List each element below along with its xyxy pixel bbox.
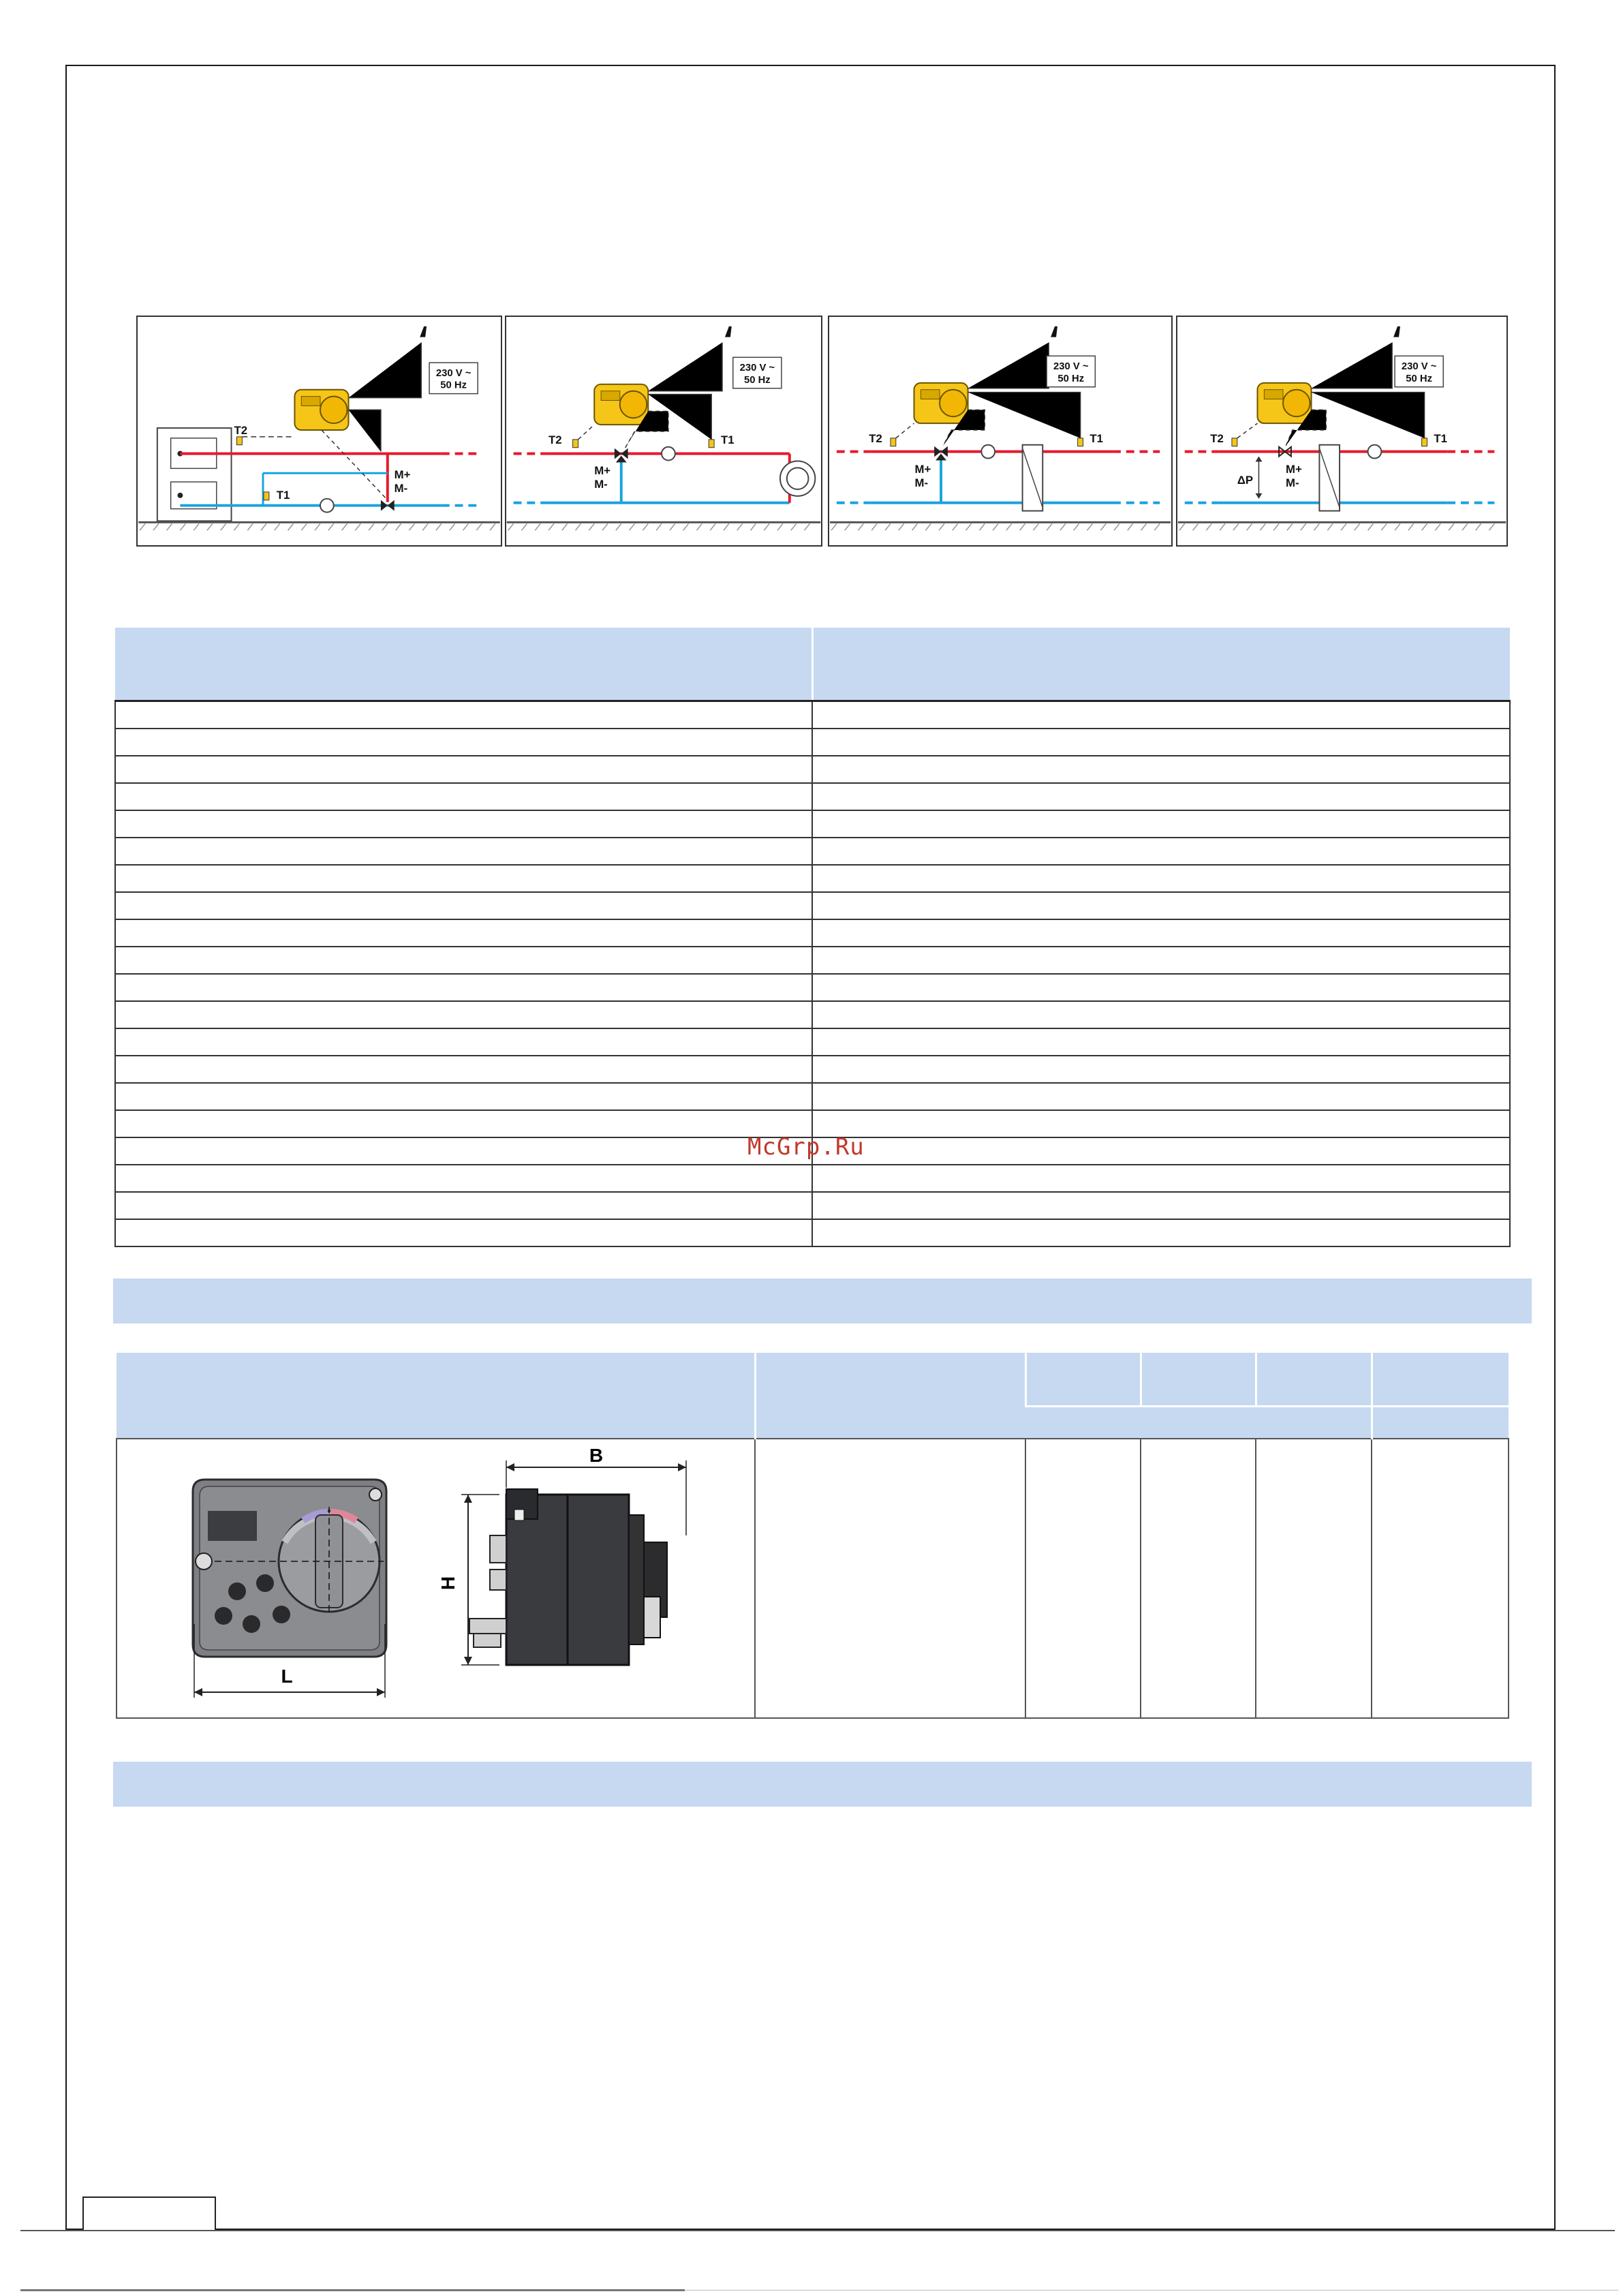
- power-plug-icon: [420, 326, 427, 337]
- motor-minus-label: M-: [394, 481, 408, 495]
- dim-l-cell: [1025, 1439, 1141, 1718]
- bottom-rule-thin: [685, 2290, 1618, 2291]
- table-row: [115, 783, 1510, 810]
- spec-value-cell: [812, 810, 1510, 838]
- motor-plus-label: M+: [594, 464, 610, 478]
- watermark: McGrp.Ru: [747, 1133, 865, 1161]
- dim-h-cell: [1256, 1439, 1372, 1718]
- motor-minus-label: M-: [914, 476, 929, 490]
- spec-parameter-cell: [115, 892, 812, 919]
- spec-header-parameter: [115, 628, 812, 701]
- spec-parameter-cell: [115, 919, 812, 947]
- power-plug-icon: [1051, 326, 1057, 337]
- motor-plus-label: M+: [914, 463, 931, 476]
- table-row: [115, 1028, 1510, 1056]
- table-row: [115, 1219, 1510, 1246]
- dim-header-model: [755, 1353, 1025, 1439]
- button-1: [228, 1582, 246, 1600]
- voltage-line-1: 230 V ~: [1401, 361, 1437, 373]
- dim-label-h: H: [437, 1576, 459, 1591]
- scheme-diagram-1: [136, 316, 502, 547]
- pump-icon: [320, 499, 334, 512]
- motor-minus-label: M-: [594, 478, 608, 491]
- power-plug-icon: [725, 326, 732, 337]
- spec-parameter-cell: [115, 1219, 812, 1246]
- dim-header-weight: [1372, 1353, 1509, 1406]
- dim-b-cell: [1141, 1439, 1256, 1718]
- table-row: [115, 1192, 1510, 1219]
- dim-header-b: [1141, 1353, 1256, 1406]
- spec-value-cell: [812, 974, 1510, 1001]
- voltage-line-2: 50 Hz: [440, 380, 467, 391]
- spec-value-cell: [812, 756, 1510, 783]
- spec-value-cell: [812, 919, 1510, 947]
- sensor-t1-label: T1: [1434, 431, 1447, 445]
- spec-parameter-cell: [115, 865, 812, 892]
- spec-parameter-cell: [115, 1001, 812, 1028]
- spec-value-cell: [812, 1110, 1510, 1137]
- spec-value-cell: [812, 1219, 1510, 1246]
- voltage-line-1: 230 V ~: [739, 363, 775, 374]
- dim-label-l: L: [281, 1666, 293, 1687]
- spec-table-body: [115, 701, 1510, 1247]
- dim-header-l: [1025, 1353, 1141, 1406]
- section-band-1: [113, 1279, 1532, 1323]
- section-band-2: [113, 1762, 1532, 1807]
- dim-header-units: [1025, 1406, 1372, 1439]
- table-row: [115, 701, 1510, 729]
- dimensions-table: [116, 1353, 1509, 1719]
- controller-front-view: [193, 1480, 386, 1698]
- spec-value-cell: [812, 1165, 1510, 1192]
- screw-left-icon: [196, 1553, 212, 1570]
- spec-value-cell: [812, 838, 1510, 865]
- table-row: [115, 947, 1510, 974]
- dim-header-units-weight: [1372, 1406, 1509, 1439]
- table-row: [115, 729, 1510, 756]
- spec-parameter-cell: [115, 756, 812, 783]
- spec-parameter-cell: [115, 974, 812, 1001]
- bottom-rule-bold: [20, 2289, 685, 2291]
- spec-parameter-cell: [115, 1165, 812, 1192]
- scheme-diagram-4: [1176, 316, 1508, 547]
- spec-value-cell: [812, 783, 1510, 810]
- dim-header-row-1: [117, 1353, 1509, 1406]
- pump-icon: [662, 447, 675, 461]
- spec-value-cell: [812, 1192, 1510, 1219]
- spec-parameter-cell: [115, 947, 812, 974]
- spec-value-cell: [812, 947, 1510, 974]
- table-row: [115, 810, 1510, 838]
- spec-value-cell: [812, 1028, 1510, 1056]
- spec-parameter-cell: [115, 701, 812, 729]
- sensor-t1-label: T1: [276, 488, 290, 502]
- spec-value-cell: [812, 1001, 1510, 1028]
- spec-parameter-cell: [115, 1192, 812, 1219]
- mixing-valve-icon: [615, 448, 628, 463]
- scheme-diagram-3: [828, 316, 1173, 547]
- table-row: [115, 1083, 1510, 1110]
- bottom-rule: [20, 2230, 1615, 2231]
- spec-parameter-cell: [115, 838, 812, 865]
- dimension-figure-cell: [117, 1439, 755, 1718]
- dimension-figure: [118, 1440, 755, 1713]
- sensor-t2-label: T2: [234, 423, 248, 437]
- spec-value-cell: [812, 892, 1510, 919]
- button-3: [215, 1607, 232, 1625]
- dim-data-row: [117, 1439, 1509, 1718]
- spec-parameter-cell: [115, 1110, 812, 1137]
- sensor-t2-label: T2: [869, 431, 882, 445]
- table-row: [115, 892, 1510, 919]
- table-row: [115, 756, 1510, 783]
- spec-parameter-cell: [115, 729, 812, 756]
- sensor-t2-label: T2: [548, 433, 562, 446]
- table-row: [115, 1001, 1510, 1028]
- page-number-box: [82, 2196, 216, 2231]
- table-row: [115, 838, 1510, 865]
- spec-value-cell: [812, 1083, 1510, 1110]
- spec-parameter-cell: [115, 1137, 812, 1165]
- pump-icon: [1368, 445, 1382, 459]
- scheme-diagram-2: [505, 316, 822, 547]
- spec-parameter-cell: [115, 810, 812, 838]
- power-plug-icon: [1393, 326, 1400, 337]
- table-row: [115, 1165, 1510, 1192]
- button-5: [273, 1606, 290, 1623]
- dim-label-b: B: [589, 1445, 604, 1466]
- voltage-line-1: 230 V ~: [1053, 361, 1089, 373]
- spec-header-row: [115, 628, 1510, 701]
- button-2: [256, 1574, 274, 1592]
- table-row: [115, 1056, 1510, 1083]
- spec-parameter-cell: [115, 783, 812, 810]
- pump-icon: [981, 445, 995, 459]
- table-row: [115, 974, 1510, 1001]
- controller-side-view: [437, 1445, 686, 1665]
- button-4: [243, 1615, 260, 1633]
- sensor-t2-label: T2: [1210, 431, 1224, 445]
- dim-header-h: [1256, 1353, 1372, 1406]
- sensor-t1-label: T1: [720, 433, 735, 446]
- dim-model-cell: [755, 1439, 1025, 1718]
- voltage-line-2: 50 Hz: [1406, 373, 1433, 384]
- spec-value-cell: [812, 1137, 1510, 1165]
- table-row: [115, 919, 1510, 947]
- voltage-line-1: 230 V ~: [435, 367, 472, 379]
- sensor-t1-label: T1: [1089, 431, 1104, 445]
- spec-value-cell: [812, 729, 1510, 756]
- voltage-line-2: 50 Hz: [1057, 373, 1085, 384]
- mixing-valve-icon: [934, 446, 948, 461]
- table-row: [115, 865, 1510, 892]
- display-window: [208, 1511, 257, 1541]
- spec-parameter-cell: [115, 1056, 812, 1083]
- spec-header-value: [812, 628, 1510, 701]
- motor-plus-label: M+: [1285, 463, 1302, 476]
- motor-plus-label: M+: [394, 468, 411, 482]
- dim-header-image: [117, 1353, 755, 1439]
- voltage-line-2: 50 Hz: [744, 374, 771, 386]
- dim-weight-cell: [1372, 1439, 1509, 1718]
- screw-right-icon: [369, 1488, 382, 1501]
- spec-value-cell: [812, 1056, 1510, 1083]
- pressure-diff-label: ΔP: [1237, 474, 1254, 487]
- spec-parameter-cell: [115, 1083, 812, 1110]
- spec-value-cell: [812, 865, 1510, 892]
- spec-parameter-cell: [115, 1028, 812, 1056]
- spec-value-cell: [812, 701, 1510, 729]
- motor-minus-label: M-: [1285, 476, 1299, 490]
